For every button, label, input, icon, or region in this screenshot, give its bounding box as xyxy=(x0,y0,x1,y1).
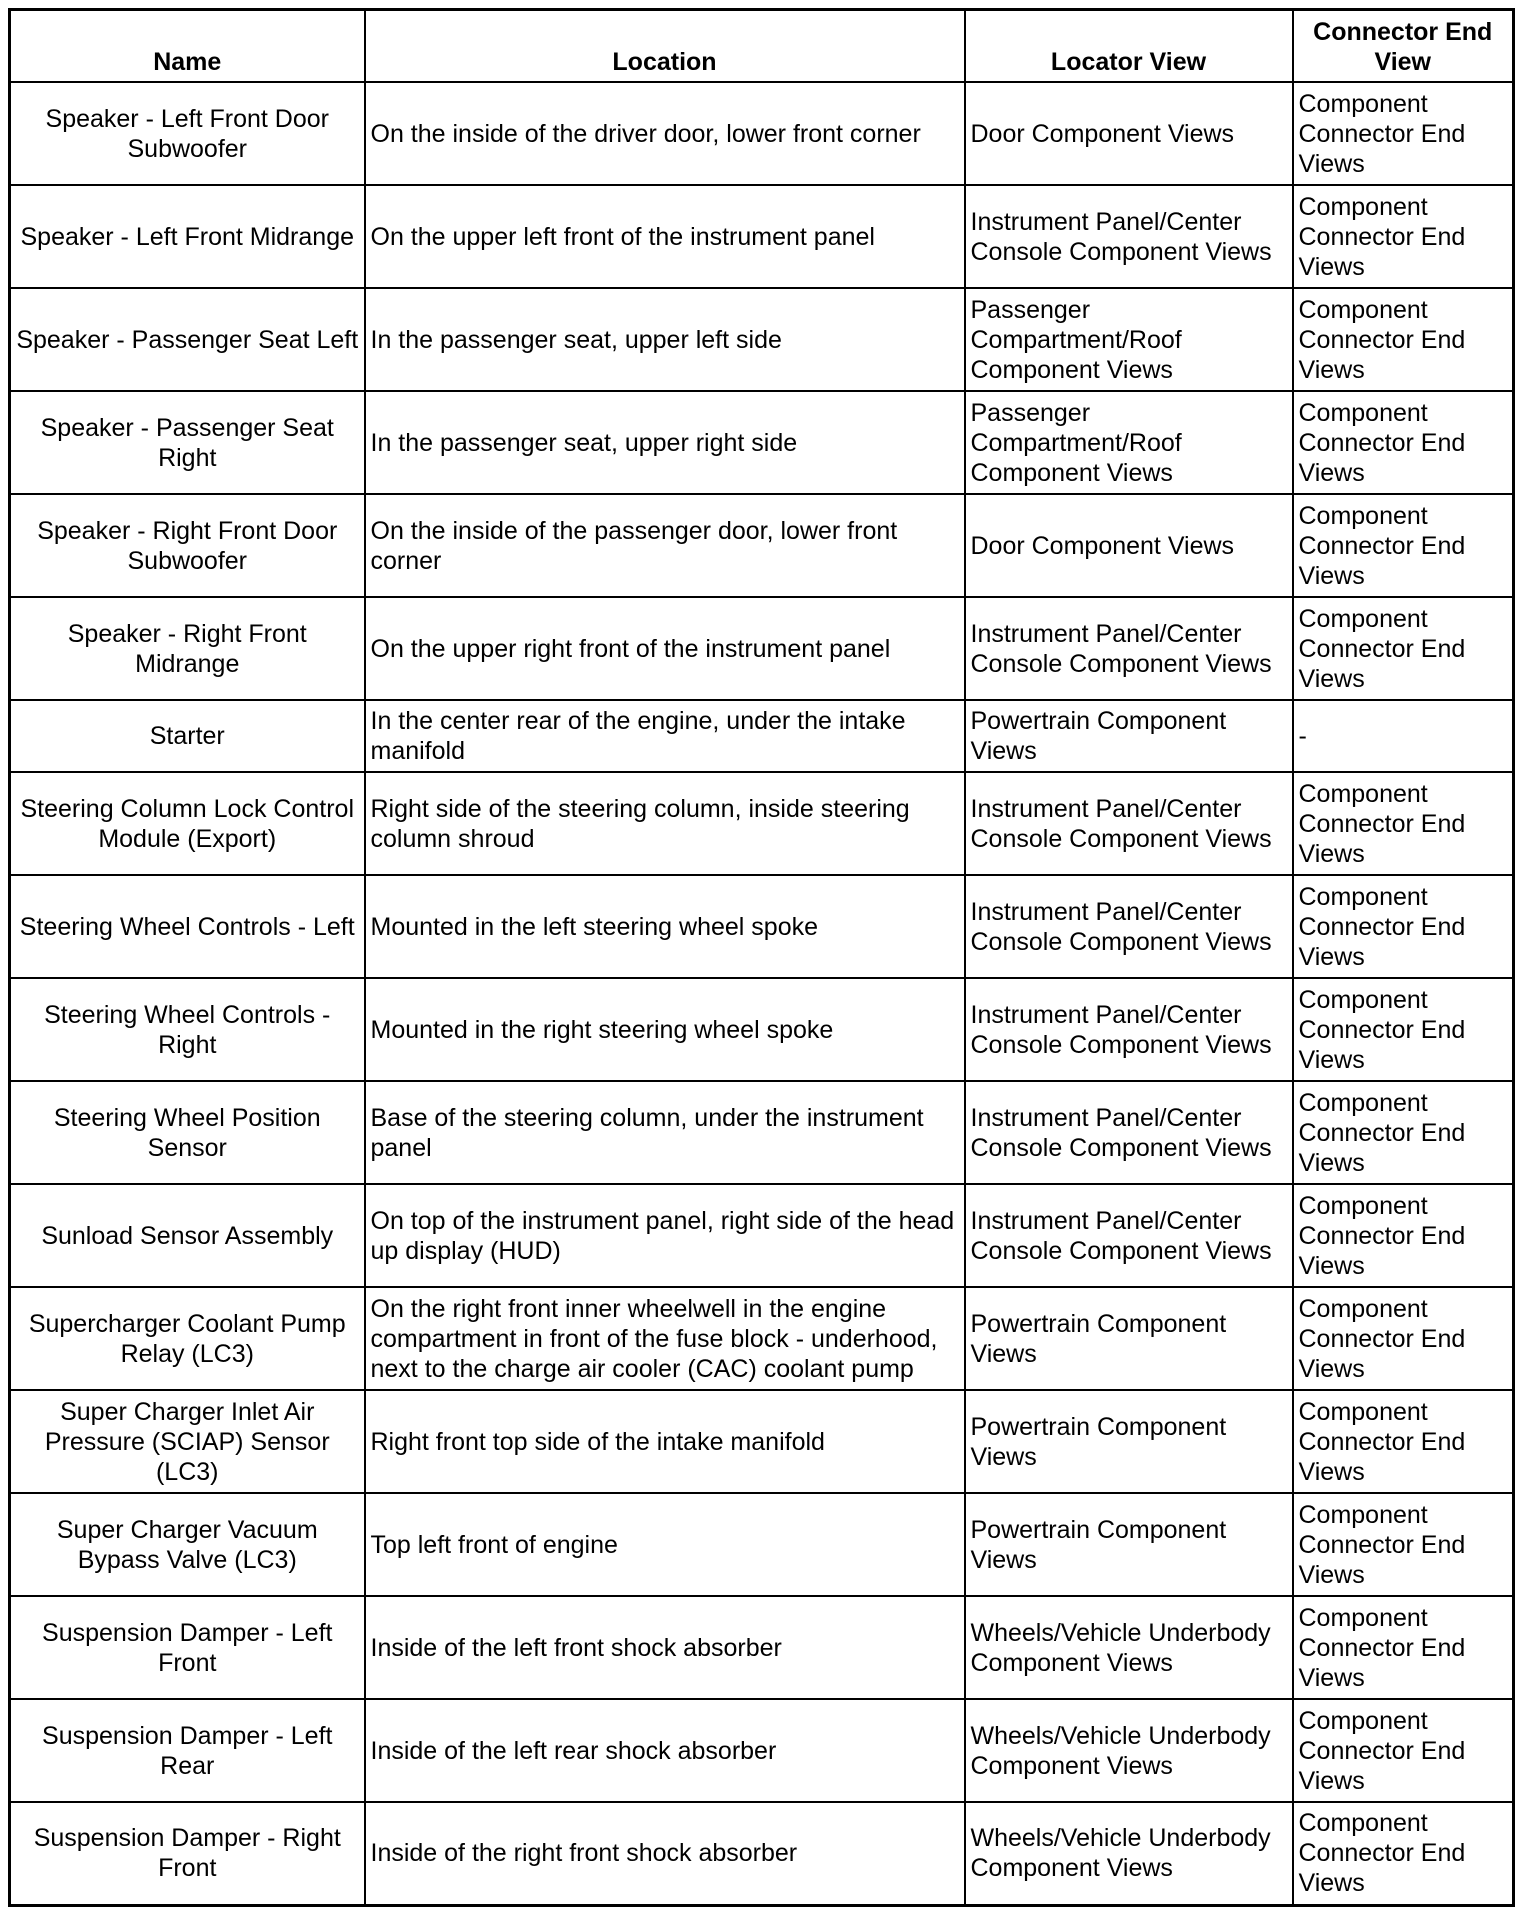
cell-connector-end-view: Component Connector End Views xyxy=(1293,1081,1514,1184)
cell-location: Inside of the left front shock absorber xyxy=(365,1596,965,1699)
cell-name: Speaker - Right Front Door Subwoofer xyxy=(10,494,365,597)
table-row xyxy=(10,288,1514,391)
cell-location: On the right front inner wheelwell in the engine compartment in front of the fuse block - underhood, next to the charge air cooler (CAC) coolant pump xyxy=(365,1287,965,1390)
cell-location: Inside of the right front shock absorber xyxy=(365,1802,965,1905)
cell-locator-view: Instrument Panel/Center Console Component Views xyxy=(965,1184,1293,1287)
table-row xyxy=(10,772,1514,875)
cell-location: Mounted in the right steering wheel spoke xyxy=(365,978,965,1081)
table-row xyxy=(10,82,1514,185)
header-name: Name xyxy=(10,10,365,83)
table-row xyxy=(10,1287,1514,1390)
table-header xyxy=(10,10,1514,83)
table-row xyxy=(10,875,1514,978)
cell-location: Right front top side of the intake manifold xyxy=(365,1390,965,1493)
header-location: Location xyxy=(365,10,965,83)
cell-location: Mounted in the left steering wheel spoke xyxy=(365,875,965,978)
cell-location: Right side of the steering column, inside steering column shroud xyxy=(365,772,965,875)
cell-connector-end-view: Component Connector End Views xyxy=(1293,1699,1514,1802)
cell-location: On the inside of the driver door, lower front corner xyxy=(365,82,965,185)
component-locator-table xyxy=(8,8,1515,1907)
cell-name: Suspension Damper - Right Front xyxy=(10,1802,365,1905)
cell-locator-view: Wheels/Vehicle Underbody Component Views xyxy=(965,1802,1293,1905)
table-row xyxy=(10,978,1514,1081)
cell-connector-end-view: Component Connector End Views xyxy=(1293,978,1514,1081)
cell-location: On the upper left front of the instrument panel xyxy=(365,185,965,288)
cell-name: Super Charger Inlet Air Pressure (SCIAP) Sensor (LC3) xyxy=(10,1390,365,1493)
cell-name: Steering Column Lock Control Module (Export) xyxy=(10,772,365,875)
cell-location: On the inside of the passenger door, lower front corner xyxy=(365,494,965,597)
cell-locator-view: Door Component Views xyxy=(965,82,1293,185)
cell-name: Steering Wheel Controls - Right xyxy=(10,978,365,1081)
header-row xyxy=(10,10,1514,83)
cell-locator-view: Wheels/Vehicle Underbody Component Views xyxy=(965,1596,1293,1699)
cell-location: In the center rear of the engine, under the intake manifold xyxy=(365,700,965,772)
cell-locator-view: Passenger Compartment/Roof Component Views xyxy=(965,288,1293,391)
cell-name: Sunload Sensor Assembly xyxy=(10,1184,365,1287)
table-row xyxy=(10,185,1514,288)
cell-locator-view: Powertrain Component Views xyxy=(965,1287,1293,1390)
cell-location: In the passenger seat, upper right side xyxy=(365,391,965,494)
table-row xyxy=(10,700,1514,772)
table-row xyxy=(10,1390,1514,1493)
cell-locator-view: Powertrain Component Views xyxy=(965,1390,1293,1493)
cell-name: Suspension Damper - Left Rear xyxy=(10,1699,365,1802)
cell-name: Starter xyxy=(10,700,365,772)
cell-locator-view: Instrument Panel/Center Console Component Views xyxy=(965,978,1293,1081)
header-locator-view: Locator View xyxy=(965,10,1293,83)
cell-locator-view: Instrument Panel/Center Console Component Views xyxy=(965,597,1293,700)
cell-connector-end-view: Component Connector End Views xyxy=(1293,1802,1514,1905)
cell-connector-end-view: Component Connector End Views xyxy=(1293,82,1514,185)
cell-location: Top left front of engine xyxy=(365,1493,965,1596)
cell-name: Speaker - Left Front Door Subwoofer xyxy=(10,82,365,185)
cell-name: Speaker - Right Front Midrange xyxy=(10,597,365,700)
cell-locator-view: Powertrain Component Views xyxy=(965,1493,1293,1596)
cell-name: Speaker - Passenger Seat Left xyxy=(10,288,365,391)
table-row xyxy=(10,1596,1514,1699)
table-body xyxy=(10,82,1514,1905)
cell-locator-view: Wheels/Vehicle Underbody Component Views xyxy=(965,1699,1293,1802)
cell-connector-end-view: Component Connector End Views xyxy=(1293,875,1514,978)
cell-connector-end-view: Component Connector End Views xyxy=(1293,494,1514,597)
cell-connector-end-view: Component Connector End Views xyxy=(1293,772,1514,875)
cell-location: On top of the instrument panel, right side of the head up display (HUD) xyxy=(365,1184,965,1287)
cell-name: Speaker - Passenger Seat Right xyxy=(10,391,365,494)
cell-name: Speaker - Left Front Midrange xyxy=(10,185,365,288)
cell-connector-end-view: Component Connector End Views xyxy=(1293,185,1514,288)
cell-name: Steering Wheel Controls - Left xyxy=(10,875,365,978)
cell-locator-view: Instrument Panel/Center Console Component Views xyxy=(965,875,1293,978)
table-row xyxy=(10,1184,1514,1287)
cell-location: In the passenger seat, upper left side xyxy=(365,288,965,391)
cell-locator-view: Passenger Compartment/Roof Component Views xyxy=(965,391,1293,494)
cell-connector-end-view: Component Connector End Views xyxy=(1293,288,1514,391)
header-connector-end-view: Connector End View xyxy=(1293,10,1514,83)
cell-connector-end-view: Component Connector End Views xyxy=(1293,597,1514,700)
cell-name: Supercharger Coolant Pump Relay (LC3) xyxy=(10,1287,365,1390)
cell-name: Steering Wheel Position Sensor xyxy=(10,1081,365,1184)
cell-connector-end-view: Component Connector End Views xyxy=(1293,1390,1514,1493)
cell-connector-end-view: Component Connector End Views xyxy=(1293,391,1514,494)
cell-locator-view: Powertrain Component Views xyxy=(965,700,1293,772)
table-row xyxy=(10,494,1514,597)
cell-connector-end-view: Component Connector End Views xyxy=(1293,1596,1514,1699)
cell-locator-view: Instrument Panel/Center Console Component Views xyxy=(965,1081,1293,1184)
table-row xyxy=(10,1493,1514,1596)
cell-locator-view: Instrument Panel/Center Console Component Views xyxy=(965,185,1293,288)
table-row xyxy=(10,597,1514,700)
cell-connector-end-view: Component Connector End Views xyxy=(1293,1184,1514,1287)
cell-name: Suspension Damper - Left Front xyxy=(10,1596,365,1699)
cell-name: Super Charger Vacuum Bypass Valve (LC3) xyxy=(10,1493,365,1596)
cell-connector-end-view: Component Connector End Views xyxy=(1293,1493,1514,1596)
cell-locator-view: Door Component Views xyxy=(965,494,1293,597)
table-row xyxy=(10,1802,1514,1905)
cell-location: Inside of the left rear shock absorber xyxy=(365,1699,965,1802)
cell-connector-end-view: - xyxy=(1293,700,1514,772)
table-row xyxy=(10,1699,1514,1802)
cell-locator-view: Instrument Panel/Center Console Component Views xyxy=(965,772,1293,875)
component-locator-sheet xyxy=(8,8,1512,1907)
cell-connector-end-view: Component Connector End Views xyxy=(1293,1287,1514,1390)
cell-location: Base of the steering column, under the instrument panel xyxy=(365,1081,965,1184)
table-row xyxy=(10,1081,1514,1184)
cell-location: On the upper right front of the instrument panel xyxy=(365,597,965,700)
table-row xyxy=(10,391,1514,494)
